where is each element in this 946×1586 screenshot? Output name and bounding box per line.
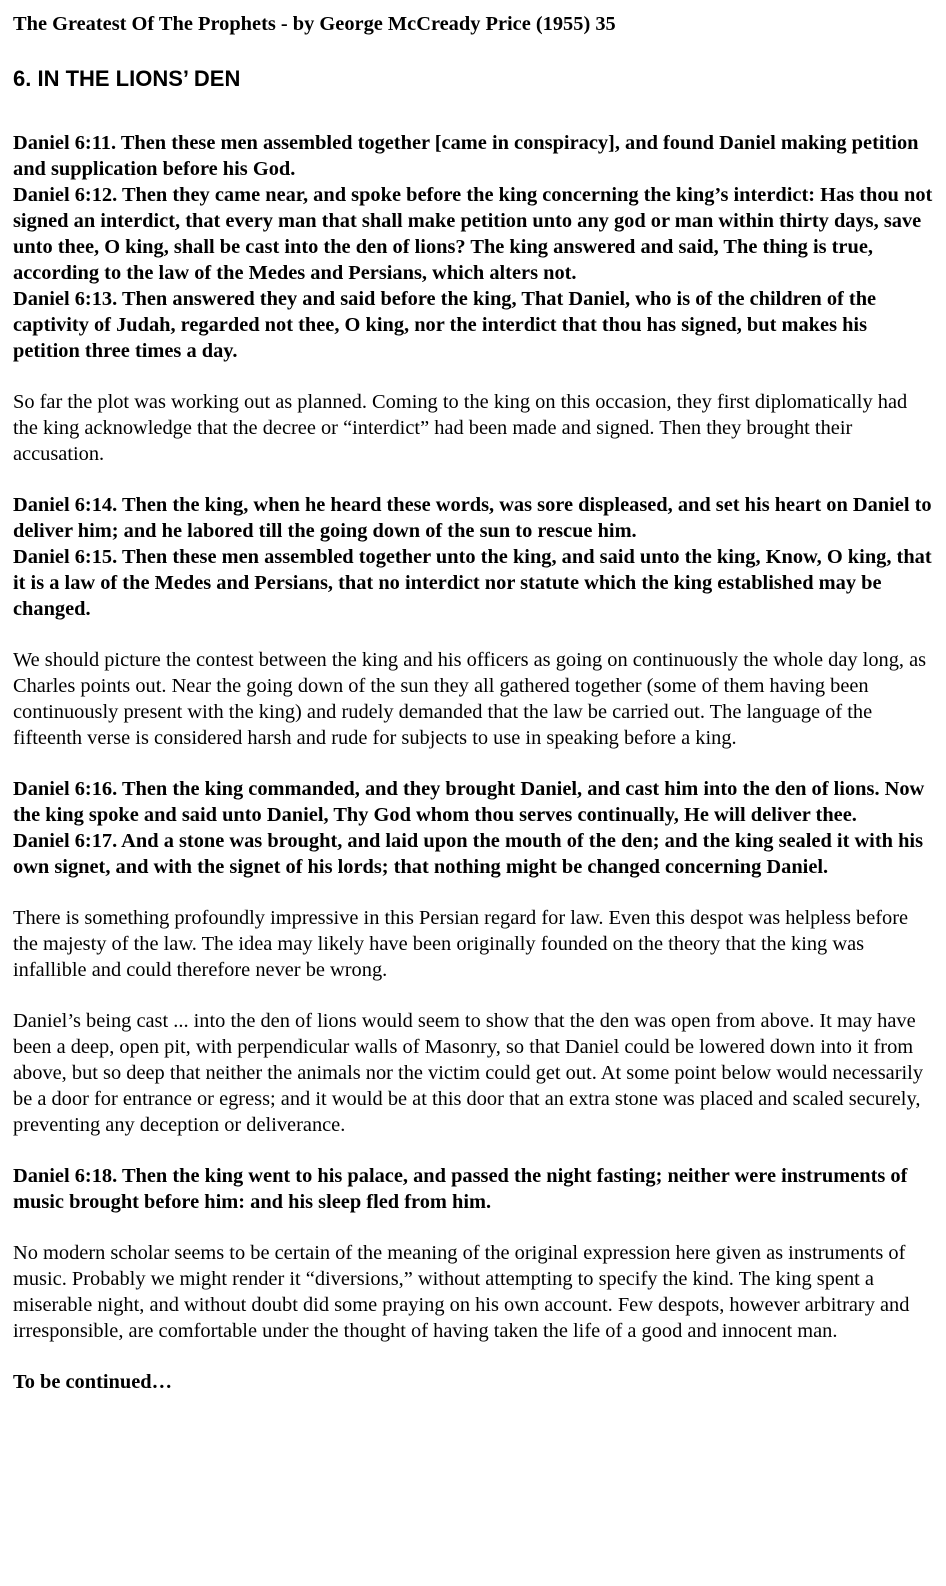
verse-6-17: Daniel 6:17. And a stone was brought, and laid upon the mouth of the den; and the king sealed it with his own signet, and with the signet of his lords; that nothing might be changed concerning Daniel. xyxy=(13,830,924,878)
commentary-paragraph-1: So far the plot was working out as planned. Coming to the king on this occasion, they first diplomatically had the king acknowledge that the decree or “interdict” had been made and signed. Then they brought their accusation. xyxy=(13,391,908,465)
running-header: The Greatest Of The Prophets - by George McCready Price (1955) 35 xyxy=(13,13,616,35)
verse-6-18: Daniel 6:18. Then the king went to his palace, and passed the night fasting; neither were instruments of music brought before him: and his sleep fled from him. xyxy=(13,1165,908,1213)
verse-6-14: Daniel 6:14. Then the king, when he heard these words, was sore displeased, and set his heart on Daniel to deliver him; and he labored till the going down of the sun to rescue him. xyxy=(13,494,932,542)
verse-6-15: Daniel 6:15. Then these men assembled together unto the king, and said unto the king, Know, O king, that it is a law of the Medes and Persians, that no interdict nor statute which the king established may be changed. xyxy=(13,546,932,620)
verse-6-11: Daniel 6:11. Then these men assembled together [came in conspiracy], and found Daniel making petition and supplication before his God. xyxy=(13,132,919,180)
commentary-paragraph-4: Daniel’s being cast ... into the den of lions would seem to show that the den was open from above. It may have been a deep, open pit, with perpendicular walls of Masonry, so that Daniel could be lowered down into it from above, but so deep that neither the animals nor the victim could get out. At some point below would necessarily be a door for entrance or egress; and it would be at this door that an extra stone was placed and scaled securely, preventing any deception or deliverance. xyxy=(13,1010,924,1136)
verse-block-3 xyxy=(13,776,934,880)
verse-block-4 xyxy=(13,1163,934,1215)
chapter-title: 6. IN THE LIONS’ DEN xyxy=(13,66,241,91)
verse-6-12: Daniel 6:12. Then they came near, and spoke before the king concerning the king’s interdict: Has thou not signed an interdict, that every man that shall make petition unto any god or man within thirty days, save unto thee, O king, shall be cast into the den of lions? The king answered and said, The thing is true, according to the law of the Medes and Persians, which alters not. xyxy=(13,184,933,284)
verse-6-16: Daniel 6:16. Then the king commanded, and they brought Daniel, and cast him into the den of lions. Now the king spoke and said unto Daniel, Thy God whom thou serves continually, He will deliver thee. xyxy=(13,778,925,826)
commentary-paragraph-3: There is something profoundly impressive in this Persian regard for law. Even this despot was helpless before the majesty of the law. The idea may likely have been originally founded on the theory that the king was infallible and could therefore never be wrong. xyxy=(13,907,909,981)
verse-block-1 xyxy=(13,130,934,364)
verse-block-2 xyxy=(13,492,934,622)
verse-6-13: Daniel 6:13. Then answered they and said before the king, That Daniel, who is of the children of the captivity of Judah, regarded not thee, O king, nor the interdict that thou has signed, but makes his petition three times a day. xyxy=(13,288,877,362)
to-be-continued: To be continued… xyxy=(13,1371,173,1393)
commentary-paragraph-5: No modern scholar seems to be certain of the meaning of the original expression here given as instruments of music. Probably we might render it “diversions,” without attempting to specify the kind. The king spent a miserable night, and without doubt did some praying on his own account. Few despots, however arbitrary and irresponsible, are comfortable under the thought of having taken the life of a good and innocent man. xyxy=(13,1242,910,1342)
commentary-paragraph-2: We should picture the contest between the king and his officers as going on continuously the whole day long, as Charles points out. Near the going down of the sun they all gathered together (some of them having been continuously present with the king) and rudely demanded that the law be carried out. The language of the fifteenth verse is considered harsh and rude for subjects to use in speaking before a king. xyxy=(13,649,927,749)
